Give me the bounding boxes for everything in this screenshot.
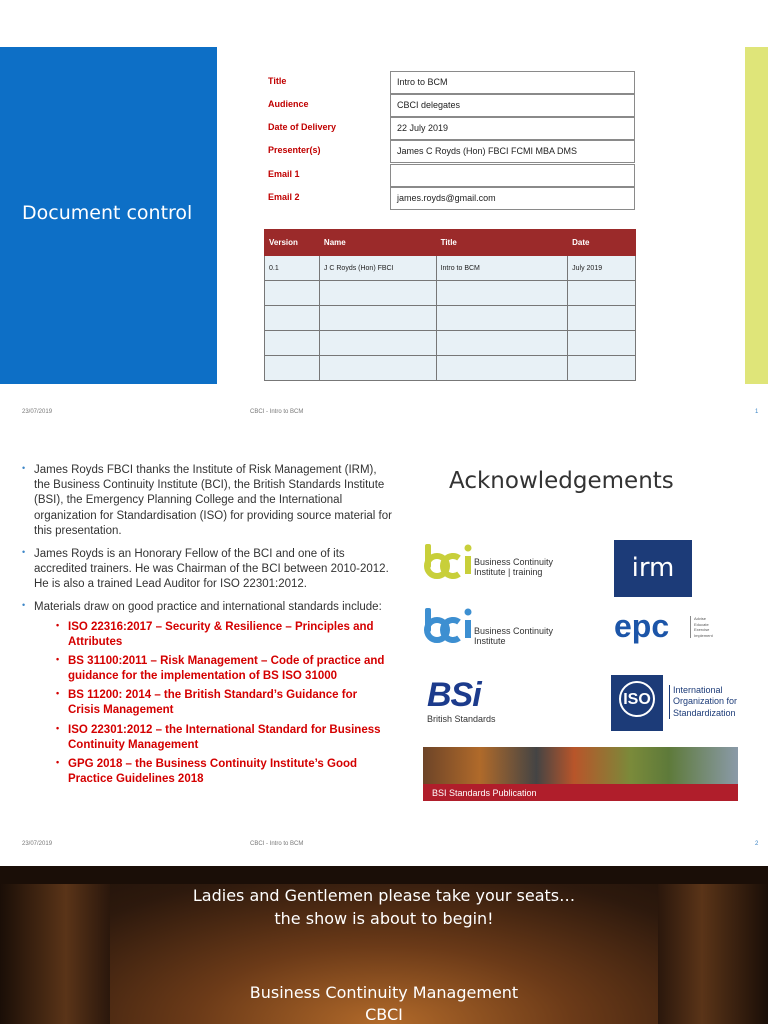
table-cell [319, 281, 436, 306]
banner-text: BSI Standards Publication [432, 788, 537, 798]
footer-date: 23/07/2019 [22, 841, 53, 847]
bci-line2: Institute [474, 635, 506, 646]
table-cell [568, 331, 636, 356]
table-cell: Intro to BCM [436, 256, 568, 281]
banner-bar [423, 784, 738, 801]
theater-top-shadow [0, 866, 768, 884]
bullet-text: Materials draw on good practice and international standards include: [34, 601, 382, 614]
blue-title-panel [0, 47, 217, 384]
table-cell [436, 331, 568, 356]
iso-mark-text: ISO [623, 691, 651, 708]
bsi-standards-banner [423, 747, 738, 801]
meta-value [390, 164, 635, 187]
sub-bullet-item: • ISO 22316:2017 – Security & Resilience – Principles and Attributes [56, 620, 392, 650]
iso-line3: Standardization [673, 707, 736, 718]
epc-tagline: Advise Educate Exercise Implement [690, 616, 720, 638]
footer-title: CBCI - Intro to BCM [250, 409, 304, 415]
table-header: Date [568, 230, 636, 256]
bci-training-line2: Institute | training [474, 566, 543, 577]
irm-logo: irm [614, 540, 692, 597]
footer-title: CBCI - Intro to BCM [250, 841, 304, 847]
table-cell: July 2019 [568, 256, 636, 281]
meta-label: Date of Delivery [268, 122, 337, 132]
meta-value: james.royds@gmail.com [390, 187, 635, 210]
sub-bullet-item: • GPG 2018 – the Business Continuity Institute’s Good Practice Guidelines 2018 [56, 757, 392, 787]
bci-mark-icon [423, 606, 475, 646]
slide-acknowledgements [0, 430, 768, 866]
bci-logo [423, 606, 573, 646]
accent-strip [745, 47, 768, 384]
intro-line-4: CBCI [365, 1005, 403, 1024]
intro-line-1: Ladies and Gentlemen please take your seats… [192, 886, 576, 905]
footer-page-number: 1 [755, 409, 759, 415]
bsi-logo [425, 678, 515, 728]
bci-line1: Business Continuity [474, 626, 554, 636]
footer-page-number: 2 [755, 841, 759, 847]
table-cell [436, 306, 568, 331]
table-cell [568, 281, 636, 306]
slide-document-control [0, 0, 768, 430]
bullet-item: • James Royds is an Honorary Fellow of the BCI and one of its accredited trainers. He was Chairman of the BCI between 2010-2012. He is also a trained Lead Auditor for ISO 22301:2012. [22, 547, 392, 593]
table-cell [319, 331, 436, 356]
epc-logo [614, 608, 734, 652]
bci-training-line1: Business Continuity [474, 557, 554, 567]
table-cell [265, 356, 320, 381]
table-header: Title [436, 230, 568, 256]
table-row [265, 256, 636, 281]
table-cell [568, 306, 636, 331]
sub-bullet-item: • BS 11200: 2014 – the British Standard’s Guidance for Crisis Management [56, 688, 392, 718]
bsi-subtitle: British Standards [427, 714, 496, 724]
table-cell [319, 356, 436, 381]
meta-value: Intro to BCM [390, 71, 635, 94]
table-cell [265, 331, 320, 356]
version-table [264, 229, 636, 381]
table-cell [436, 281, 568, 306]
iso-line1: International [673, 685, 723, 695]
table-cell: J C Royds (Hon) FBCI [319, 256, 436, 281]
slide-theater-intro [0, 866, 768, 1024]
sub-bullet-item: • ISO 22301:2012 – the International Standard for Business Continuity Management [56, 723, 392, 753]
iso-mark-icon [611, 675, 663, 731]
meta-label: Audience [268, 99, 309, 109]
table-cell [436, 356, 568, 381]
panel-title: Document control [22, 202, 193, 224]
slide-title: Acknowledgements [449, 468, 674, 494]
bci-training-logo [423, 542, 573, 582]
table-cell [265, 306, 320, 331]
meta-value: 22 July 2019 [390, 117, 635, 140]
iso-logo [611, 673, 741, 731]
table-cell [265, 281, 320, 306]
table-cell [568, 356, 636, 381]
table-row [265, 281, 636, 306]
meta-label: Email 1 [268, 169, 300, 179]
bullet-list [22, 463, 392, 795]
meta-label: Title [268, 76, 287, 86]
intro-line-2: the show is about to begin! [274, 909, 494, 928]
table-row [265, 306, 636, 331]
table-header-row [265, 230, 636, 256]
meta-label: Email 2 [268, 192, 300, 202]
footer-date: 23/07/2019 [22, 409, 53, 415]
intro-line-3: Business Continuity Management [249, 983, 519, 1002]
table-header: Name [319, 230, 436, 256]
table-row [265, 356, 636, 381]
bullet-item [22, 600, 392, 787]
table-cell [319, 306, 436, 331]
table-cell: 0.1 [265, 256, 320, 281]
bullet-item: • James Royds FBCI thanks the Institute of Risk Management (IRM), the Business Continuity Institute (BCI), the British Standards Institute (BSI), the Emergency Planning College and the International organization for Standardisation (ISO) for providing source material for this presentation. [22, 463, 392, 539]
table-row [265, 331, 636, 356]
bci-mark-icon [423, 542, 475, 582]
iso-line2: Organization for [673, 696, 738, 707]
meta-value: James C Royds (Hon) FBCI FCMI MBA DMS [390, 140, 635, 163]
table-header: Version [265, 230, 320, 256]
sub-bullet-item: • BS 31100:2011 – Risk Management – Code of practice and guidance for the implementation of BS ISO 31000 [56, 654, 392, 684]
meta-label: Presenter(s) [268, 145, 321, 155]
bsi-wordmark: BSi [427, 678, 507, 712]
meta-value: CBCI delegates [390, 94, 635, 117]
sub-bullet-list [34, 620, 392, 788]
epc-wordmark: epc [614, 608, 670, 644]
